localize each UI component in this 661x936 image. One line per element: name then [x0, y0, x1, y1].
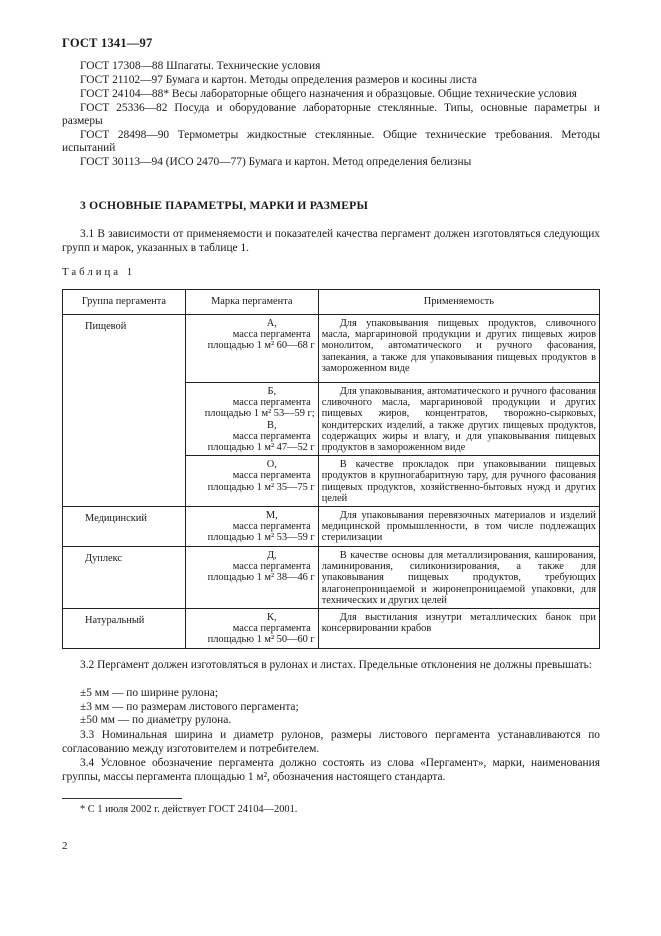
mark-line: масса пергамента	[232, 430, 311, 442]
column-header: Группа пергамента	[63, 290, 186, 315]
mark-cell	[185, 547, 318, 609]
mark-line: площадью 1 м² 60—68 г	[207, 340, 315, 352]
tolerance-item: ±3 мм — по размерам листового пергамента;	[80, 700, 299, 713]
page-number: 2	[62, 840, 68, 852]
mark-cell	[185, 456, 318, 507]
use-cell	[318, 315, 599, 383]
paragraph-3-4: 3.4 Условное обозначение пергамента должно состоять из слова «Пергамент», марки, наименования группы, массы пергамента площадью 1 м², обозначения настоящего стандарта.	[62, 757, 600, 783]
reference-item: ГОСТ 17308—88 Шпагаты. Технические условия	[80, 60, 321, 72]
mark-line: масса пергамента	[232, 470, 311, 482]
document-header: ГОСТ 1341—97	[62, 36, 153, 50]
mark-line: площадью 1 м² 53—59 г;	[204, 408, 315, 420]
footnote: * С 1 июля 2002 г. действует ГОСТ 24104—2001.	[80, 804, 298, 815]
mark-line: К,	[267, 612, 277, 624]
column-header: Применяемость	[318, 290, 599, 315]
mark-cell	[185, 383, 318, 456]
use-cell	[318, 609, 599, 649]
mark-line: масса пергамента	[232, 561, 311, 573]
table-row	[63, 315, 600, 383]
mark-line: Б,	[267, 386, 277, 397]
table-row	[63, 507, 600, 547]
use-cell	[318, 507, 599, 547]
group-cell: Пищевой	[63, 315, 186, 507]
footnote-divider	[62, 798, 182, 799]
mark-line: площадью 1 м² 35—75 г	[207, 481, 315, 493]
reference-item: ГОСТ 30113—94 (ИСО 2470—77) Бумага и картон. Метод определения белизны	[80, 156, 472, 168]
use-text: В качестве основы для металлизирования, каширования, ламинирования, силиконизирования, а также для упаковывания пищевых продуктов, требующих влагонепроницаемой и жиронепроницаемой упаковки, для технических и других целей	[321, 550, 596, 606]
mark-line: Д,	[266, 550, 277, 562]
table-row	[63, 609, 600, 649]
reference-item: ГОСТ 21102—97 Бумага и картон. Методы определения размеров и косины листа	[80, 74, 477, 86]
use-text: Для упаковывания пищевых продуктов, сливочного масла, маргариновой продукции и других пищевых жиров монолитом, автоматического и ручного фасования, запекания, а также для упаковывания пищевых продуктов в замороженном виде	[321, 318, 596, 374]
group-cell: Дуплекс	[63, 547, 186, 609]
mark-line: масса пергамента	[232, 329, 311, 341]
tolerance-item: ±5 мм — по ширине рулона;	[80, 687, 219, 699]
mark-line: О,	[266, 459, 277, 471]
use-text: Для упаковывания перевязочных материалов и изделий медицинской промышленности, в том числе подлежащих стерилизации	[321, 510, 596, 544]
paragraph-3-3: 3.3 Номинальная ширина и диаметр рулонов, размеры листового пергамента устанавливаются по согласованию между изготовителем и потребителем.	[62, 729, 600, 755]
table-row	[63, 547, 600, 609]
paragraph-3-1: 3.1 В зависимости от применяемости и показателей качества пергамент должен изготовляться следующих групп и марок, указанных в таблице 1.	[62, 228, 600, 254]
mark-line: масса пергамента	[232, 397, 311, 409]
use-cell	[318, 456, 599, 507]
mark-line: М,	[265, 510, 278, 522]
table-1	[62, 289, 600, 649]
mark-cell	[185, 315, 318, 383]
mark-cell	[185, 507, 318, 547]
tolerance-list	[62, 687, 600, 728]
table-header-row	[63, 290, 600, 315]
mark-line: масса пергамента	[232, 623, 311, 635]
use-text: В качестве прокладок при упаковывании пищевых продуктов в крупногабаритную тару, для ручного фасования пищевых продуктов, хозяйственно-бытовых нужд и других целей	[321, 459, 596, 504]
use-cell	[318, 547, 599, 609]
mark-line: В,	[267, 419, 277, 431]
group-cell: Медицинский	[63, 507, 186, 547]
paragraph-3-2: 3.2 Пергамент должен изготовляться в рулонах и листах. Предельные отклонения не должны превышать:	[80, 659, 592, 671]
mark-cell	[185, 609, 318, 649]
use-text: Для упаковывания, автоматического и ручного фасования сливочного масла, маргариновой продукции и других пищевых жиров, концентратов, творожно-сырковых, кондитерских изделий, а также других пищевых продуктов, содержащих жиры и влагу, и для упаковывания пищевых продуктов в замороженном виде	[321, 386, 596, 454]
table-caption: Таблица 1	[62, 266, 136, 278]
mark-line: площадью 1 м² 38—46 г	[207, 572, 315, 584]
reference-list	[62, 60, 600, 170]
group-cell: Натуральный	[63, 609, 186, 649]
column-header: Марка пергамента	[185, 290, 318, 315]
use-cell	[318, 383, 599, 456]
mark-line: площадью 1 м² 47—52 г	[207, 442, 315, 454]
mark-line: площадью 1 м² 53—59 г	[207, 532, 315, 544]
mark-line: А,	[266, 318, 277, 329]
reference-item: ГОСТ 24104—88* Весы лабораторные общего назначения и образцовые. Общие технические условия	[80, 88, 577, 100]
reference-item: ГОСТ 28498—90 Термометры жидкостные стеклянные. Общие технические требования. Методы испытаний	[62, 129, 600, 154]
mark-line: масса пергамента	[232, 521, 311, 533]
section-title: 3 ОСНОВНЫЕ ПАРАМЕТРЫ, МАРКИ И РАЗМЕРЫ	[80, 199, 369, 212]
tolerance-item: ±50 мм — по диаметру рулона.	[80, 714, 232, 726]
mark-line: площадью 1 м² 50—60 г	[207, 634, 315, 646]
reference-item: ГОСТ 25336—82 Посуда и оборудование лабораторные стеклянные. Типы, основные параметры и размеры	[62, 102, 600, 127]
use-text: Для выстилания изнутри металлических банок при консервировании крабов	[321, 612, 596, 635]
